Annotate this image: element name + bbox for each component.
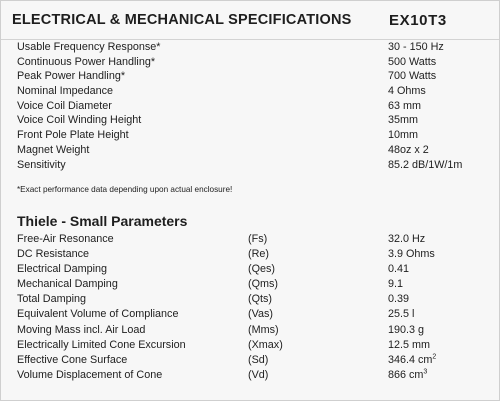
parameter-value-text: 866 cm xyxy=(388,368,424,381)
spec-value: 35mm xyxy=(388,114,418,127)
spec-value: 48oz x 2 xyxy=(388,143,429,156)
spec-row xyxy=(1,158,499,173)
spec-row xyxy=(1,69,499,84)
parameter-symbol: (Vd) xyxy=(248,368,269,381)
parameter-label: Free-Air Resonance xyxy=(17,233,114,245)
spec-label: Continuous Power Handling* xyxy=(17,55,156,68)
parameter-label: Electrical Damping xyxy=(17,263,108,276)
spec-row xyxy=(1,128,499,143)
spec-label: Nominal Impedance xyxy=(17,85,114,98)
parameter-value: 0.39 xyxy=(388,293,410,306)
parameter-symbol: (Mms) xyxy=(248,323,279,336)
parameter-symbol: (Re) xyxy=(248,248,269,261)
parameter-symbol: (Qts) xyxy=(248,293,272,306)
parameter-row xyxy=(1,353,499,368)
parameter-value: 190.3 g xyxy=(388,323,425,336)
parameter-symbol: (Fs) xyxy=(248,233,268,245)
enclosure-footnote: *Exact performance data depending upon actual enclosure! xyxy=(17,185,233,194)
parameter-row xyxy=(1,368,499,383)
spec-row xyxy=(1,143,499,158)
spec-value: 30 - 150 Hz xyxy=(388,41,444,53)
parameter-label: Electrically Limited Cone Excursion xyxy=(17,338,186,351)
spec-value: 500 Watts xyxy=(388,55,437,68)
spec-header xyxy=(1,1,499,40)
spec-value: 85.2 dB/1W/1m xyxy=(388,158,463,171)
spec-value: 700 Watts xyxy=(388,70,437,83)
parameter-value: 25.5 l xyxy=(388,308,415,321)
parameter-value-text: 346.4 cm xyxy=(388,353,433,366)
parameter-label: Effective Cone Surface xyxy=(17,353,128,366)
spec-row xyxy=(1,40,499,55)
spec-value: 4 Ohms xyxy=(388,85,426,98)
parameter-label: Total Damping xyxy=(17,293,87,306)
parameter-label: Equivalent Volume of Compliance xyxy=(17,308,179,321)
parameter-symbol: (Sd) xyxy=(248,353,269,366)
parameter-symbol: (Qms) xyxy=(248,278,278,291)
thiele-small-parameters xyxy=(1,232,499,383)
spec-row xyxy=(1,99,499,114)
thiele-small-title: Thiele - Small Parameters xyxy=(17,213,188,229)
spec-value: 10mm xyxy=(388,129,418,142)
parameter-label: Volume Displacement of Cone xyxy=(17,368,163,381)
spec-row xyxy=(1,113,499,128)
spec-label: Voice Coil Diameter xyxy=(17,99,112,112)
parameter-row xyxy=(1,307,499,322)
parameter-value xyxy=(388,353,436,368)
parameter-value: 12.5 mm xyxy=(388,338,431,351)
parameter-label: DC Resistance xyxy=(17,248,90,261)
spec-row xyxy=(1,84,499,99)
parameter-label: Moving Mass incl. Air Load xyxy=(17,323,146,336)
spec-label: Peak Power Handling* xyxy=(17,70,126,83)
parameter-value: 0.41 xyxy=(388,263,410,276)
spec-label: Usable Frequency Response* xyxy=(17,41,161,53)
parameter-label: Mechanical Damping xyxy=(17,278,118,291)
electrical-mechanical-specs xyxy=(1,40,499,172)
parameter-row xyxy=(1,292,499,307)
parameter-row xyxy=(1,247,499,262)
spec-value: 63 mm xyxy=(388,99,421,112)
parameter-symbol: (Vas) xyxy=(248,308,273,321)
parameter-symbol: (Qes) xyxy=(248,263,275,276)
unit-exponent: 3 xyxy=(423,368,428,376)
parameter-value: 9.1 xyxy=(388,278,404,291)
parameter-row xyxy=(1,323,499,338)
parameter-row xyxy=(1,338,499,353)
parameter-value xyxy=(388,368,427,383)
parameter-value: 3.9 Ohms xyxy=(388,248,435,261)
parameter-value: 32.0 Hz xyxy=(388,233,426,245)
spec-row xyxy=(1,55,499,70)
spec-title: ELECTRICAL & MECHANICAL SPECIFICATIONS xyxy=(12,12,352,28)
unit-exponent: 2 xyxy=(432,353,437,361)
spec-label: Magnet Weight xyxy=(17,143,90,156)
parameter-symbol: (Xmax) xyxy=(248,338,283,351)
parameter-row xyxy=(1,262,499,277)
parameter-row xyxy=(1,277,499,292)
spec-label: Voice Coil Winding Height xyxy=(17,114,142,127)
spec-label: Sensitivity xyxy=(17,158,66,171)
spec-label: Front Pole Plate Height xyxy=(17,129,129,142)
parameter-row xyxy=(1,232,499,247)
model-number: EX10T3 xyxy=(389,12,447,29)
